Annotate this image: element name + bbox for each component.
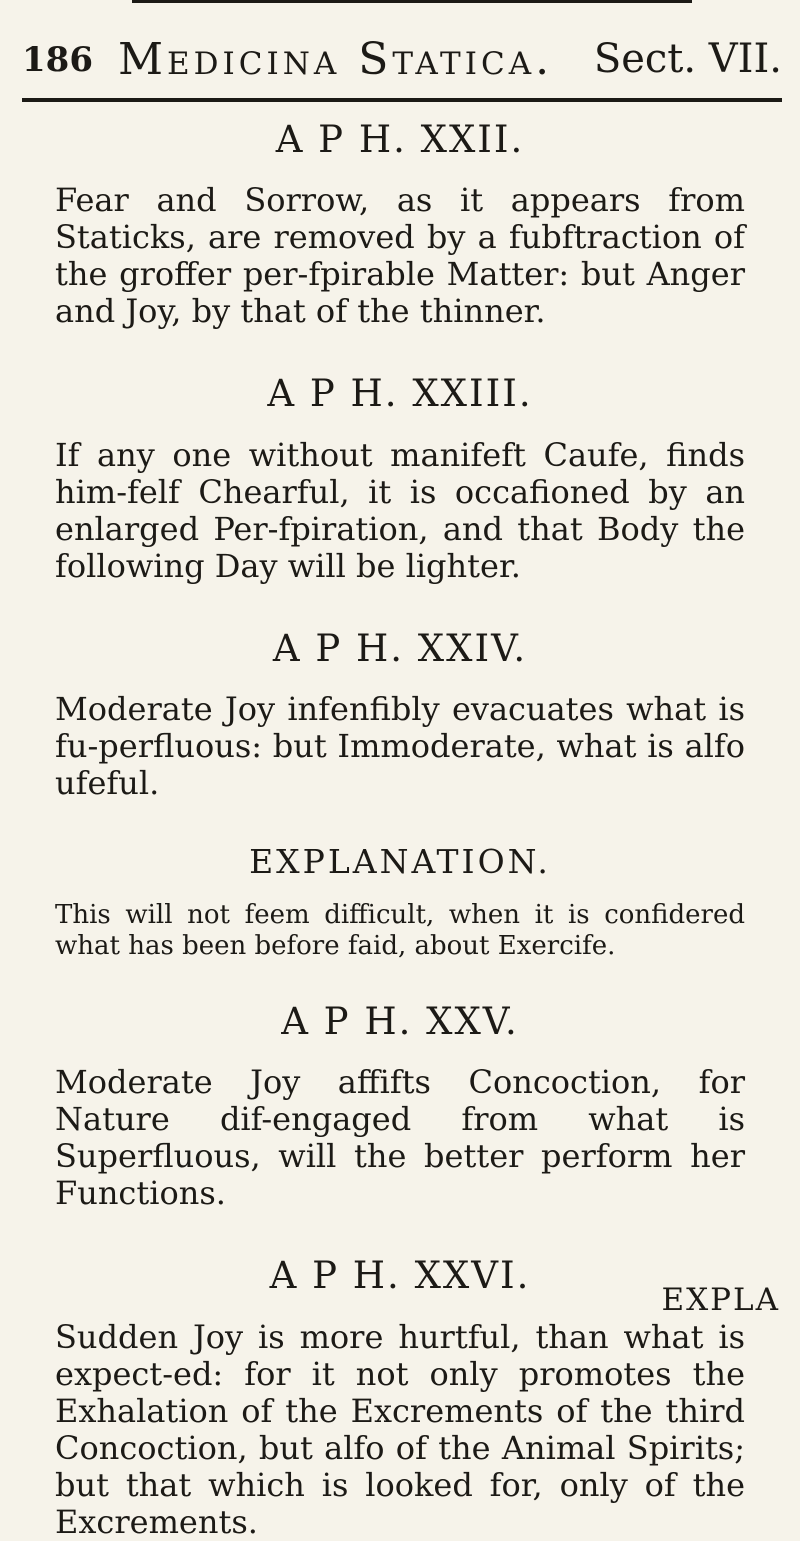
aphorism-text: Sudden Joy is more hurtful, than what is expect-ed: for it not only promotes the Exhalation of the Excrements of the third Concoction, but alfo of the Animal Spirits; but that which is looked for, only of the Excrements. <box>55 1317 745 1541</box>
explanation-text: This will not feem difficult, when it is confidered what has been before faid, about Exercife. <box>55 899 745 961</box>
catchword: EXPLA <box>661 1282 780 1318</box>
running-head <box>22 0 782 102</box>
explanation-heading: EXPLANATION. <box>249 842 551 882</box>
aphorism-text: If any one without manifeft Caufe, finds him-felf Chearful, it is occafioned by an enlarged Per-fpiration, and that Body the following Day will be lighter. <box>55 435 745 585</box>
aphorism-text: Moderate Joy infenfibly evacuates what is fu-perfluous: but Immoderate, what is alfo ufeful. <box>55 690 745 803</box>
aphorism-heading: A P H. XXIV. <box>272 626 528 670</box>
aphorism-text: Fear and Sorrow, as it appears from Staticks, are removed by a fubftraction of the groffer per-fpirable Matter: but Anger and Joy, by that of the thinner. <box>55 181 745 331</box>
aphorism-heading: A P H. XXIII. <box>267 372 533 416</box>
aphorism-heading: A P H. XXVI. <box>269 1254 531 1298</box>
page-body <box>55 118 745 1541</box>
aphorism-heading: A P H. XXV. <box>281 999 519 1043</box>
top-rule <box>132 0 692 3</box>
aphorism-text: Moderate Joy affifts Concoction, for Nature dif-engaged from what is Superfluous, will the better perform her Functions. <box>55 1063 745 1213</box>
running-title: Medicina Statica. <box>118 34 554 85</box>
aphorism-heading: A P H. XXII. <box>275 118 525 161</box>
section-mark: Sect. VII. <box>593 36 782 82</box>
page-number: 186 <box>22 40 93 80</box>
